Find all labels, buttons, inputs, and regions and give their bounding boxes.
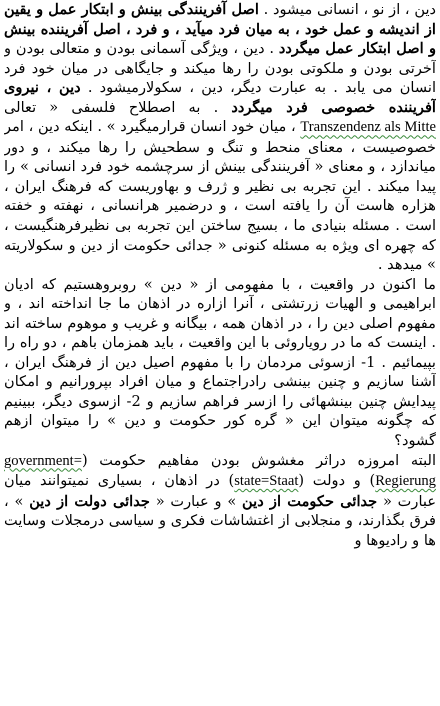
paragraph-1 [4, 0, 436, 275]
p1-latin-term: Transzendenz als Mitte [300, 119, 436, 136]
p3-bold-2: جدائی دولت از دین [29, 492, 150, 510]
paragraph-2 [4, 275, 436, 451]
p3-text-1: البته امروزه دراثر مغشوش بودن مفاهیم حکومت [99, 451, 436, 469]
p1-text-2: . دین ، ویژگی آسمانی بودن و متعالی بودن و آخرتی بودن و ملکوتی بودن را رها میکند و جایگاهی در میان خود فرد انسان می یابد . به عبارت دیگر، دین ، سکولارمیشود . [4, 40, 436, 97]
p3-text-5: » ، فرق بگذارند، و منجلابی از اغتشاشات فکری و سیاسی درمجلات وسایت ها و رادیوها و [4, 492, 436, 549]
p1-text-3: . به اصطلاح فلسفی « تعالی [4, 98, 219, 116]
p3-latin-state: state=Staat [234, 473, 299, 490]
document-page [4, 0, 436, 706]
p3-bold-1: جدائی حکومت از دین [242, 492, 378, 510]
p3-latin-government: government= Regierung [4, 452, 436, 490]
p1-text-4: ، میان خود انسان قرارمیگیرد » . اینکه دین ، امر خصوصیست ، معنای منحط و تنگ و سطحیش را رها میکند ، و دور میاندازد ، و معنای « آفرینندگی بینش از سرچشمه خود فرد انسانی » را پیدا میکند . این تجربه بی نظیر و ژرف و بهاوریست که فرهنگ ایران ، هزاره هاست آن را یافته است ، و درضمیر هرانسانی ، نهفته و خفته است . مسئله بنیادی ما ، بسیج ساختن این تجربه بی نظیرفرهنگیست ، که چهره ای ویژه به مسئله کنونی « جدائی حکومت از دین و سکولاریته » میدهد . [4, 118, 436, 274]
p1-text-1: دین ، از نو ، انسانی میشود . [263, 1, 436, 18]
paragraph-3: البته امروزه دراثر مغشوش بودن مفاهیم حکومت (government= Regierung) و دولت (state=Staat) در اذهان ، بسیاری نمیتوانند میان عبارت « جدائی حکومت از دین » و عبارت « جدائی دولت از دین » ، فرق بگذارند، و منجلابی از اغتشاشات فکری و سیاسی درمجلات وسایت ها و رادیوها و [4, 451, 436, 549]
p3-text-3: در اذهان ، بسیاری نمیتوانند میان عبارت « [4, 472, 436, 510]
p2-text-1: ما اکنون در واقعیت ، با مفهومی از « دین » روبروهستیم که ادیان ابراهیمی و الهیات زرتشتی ، آنرا ازاره در اذهان ما جا انداخته اند ، و مفهوم اصلی دین را ، در اذهان همه ، بیگانه و غریب و موهوم ساخته اند . اینست که ما در رویاروئی با این واقعیت ، باید همزمان باهم ، دو راه را بپیمائیم . 1- ازسوئی مردمان را با مفهوم اصیل دین از فرهنگ ایران ، آشنا سازیم و چنین بینشی رادراجتماع و میان افراد بپرورانیم و امکان پیدایش چنین بینشهائی را ازسر فراهم سازیم و 2- ازسوی دیگر، ببینیم که چگونه میتوان این « گره کور حکومت و دین » را میتوان ازهم گشود؟ [4, 275, 436, 450]
p1-bold-2: دین ، نیروی آفریننده خصوصی فرد میگردد [4, 79, 436, 116]
p1-bold-1: اصل آفرینندگی بینش و ابتکار عمل و یقین از اندیشه و عمل خود ، به میان فرد میآید ، و فرد ، اصل آفریننده بینش و اصل ابتکار عمل میگردد [4, 1, 436, 58]
p3-text-2: و دولت [312, 472, 361, 490]
p3-text-4: » و عبارت « [155, 492, 237, 510]
